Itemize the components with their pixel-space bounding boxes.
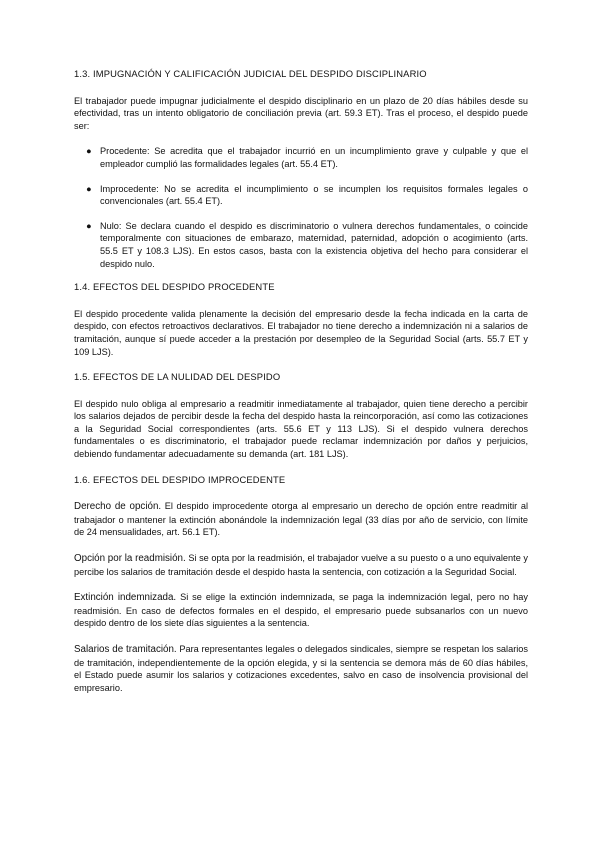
bullet-icon: ● (86, 220, 92, 231)
paragraph-derecho-opcion (74, 500, 528, 539)
outcome-list (74, 145, 528, 270)
list-item-text: Improcedente: No se acredita el incumplimiento o se incumplen los requisitos formales legales o convencionales (art. 55.4 ET). (100, 183, 528, 207)
list-item (74, 220, 528, 270)
list-item-text: Nulo: Se declara cuando el despido es discriminatorio o vulnera derechos fundamentales, o coincide temporalmente con situaciones de embarazo, maternidad, paternidad, adopción o acogimiento (arts. 55.5 ET y 108.3 LJS). En estos casos, basta con la existencia objetiva del hecho para considerar el despido nulo. (100, 220, 528, 269)
list-item-text: Procedente: Se acredita que el trabajador incurrió en un incumplimiento grave y culpable y que el empleador cumplió las formalidades legales (art. 55.4 ET). (100, 146, 528, 169)
section-nulidad (74, 371, 528, 461)
paragraph-text: Para representantes legales o delegados sindicales, siempre se respetan los salarios de tramitación, independientemente de la opción elegida, y si la sentencia se demora más de 60 días hábiles, el Estado puede asumir los salarios y cotizaciones excedentes, salvo en caso de insolvencia provisional del empresario. (74, 644, 528, 693)
bullet-icon: ● (86, 146, 92, 157)
paragraph-text: Si se opta por la readmisión, el trabajador vuelve a su puesto o a uno equivalente y percibe los salarios de tramitación desde el despido hasta la sentencia, con cotización a la Seguridad Social. (74, 553, 528, 577)
section-intro: El trabajador puede impugnar judicialmente el despido disciplinario en un plazo de 20 días hábiles desde su efectividad, tras un intento obligatorio de conciliación previa (art. 59.3 ET). Tras el proceso, el despido puede ser: (74, 95, 528, 131)
paragraph-readmision (74, 552, 528, 578)
paragraph-extincion (74, 591, 528, 630)
section-heading: 1.5. EFECTOS DE LA NULIDAD DEL DESPIDO (74, 371, 281, 383)
section-body: El despido nulo obliga al empresario a readmitir inmediatamente al trabajador, quien tiene derecho a percibir los salarios dejados de percibir desde la fecha del despido hasta la reincorporación, así como las cotizaciones a la Seguridad Social correspondientes (arts. 55.6 ET y 113 LJS). Si el despido vulnera derechos fundamentales o es discriminatorio, el trabajador puede reclamar indemnización por daños y perjuicios, debiendo fundamentar adecuadamente su demanda (art. 181 LJS). (74, 398, 528, 460)
section-body: El despido procedente valida plenamente la decisión del empresario desde la fecha indicada en la carta de despido, con efectos retroactivos declarativos. El trabajador no tiene derecho a indemnización ni a salarios de tramitación, aunque sí puede acceder a la prestación por desempleo de la Seguridad Social (arts. 55.7 ET y 109 LJS). (74, 308, 528, 357)
section-procedente (74, 281, 528, 358)
paragraph-lead: Derecho de opción. (74, 501, 162, 513)
list-item (74, 183, 528, 208)
section-improcedente (74, 474, 528, 695)
paragraph-lead: Extinción indemnizada. (74, 592, 177, 604)
paragraph-lead: Opción por la readmisión. (74, 553, 186, 565)
section-heading: 1.3. IMPUGNACIÓN Y CALIFICACIÓN JUDICIAL DEL DESPIDO DISCIPLINARIO (74, 68, 427, 79)
paragraph-lead: Salarios de tramitación. (74, 644, 177, 655)
section-heading: 1.6. EFECTOS DEL DESPIDO IMPROCEDENTE (74, 473, 286, 485)
bullet-icon: ● (86, 183, 92, 194)
paragraph-salarios (74, 643, 528, 694)
paragraph-text: Si se elige la extinción indemnizada, se paga la indemnización legal, pero no hay readmisión. En caso de defectos formales en el despido, el empresario puede subsanarlos con un nuevo despido dentro de los siete días siguientes a la sentencia. (74, 592, 528, 629)
list-item (74, 145, 528, 170)
section-impugnacion (74, 68, 528, 270)
section-heading: 1.4. EFECTOS DEL DESPIDO PROCEDENTE (74, 281, 275, 293)
paragraph-text: El despido improcedente otorga al empresario un derecho de opción entre readmitir al trabajador o mantener la extinción abonándole la indemnización legal (33 días por año de servicio, con límite de 24 mensualidades, art. 56.1 ET). (74, 501, 529, 538)
